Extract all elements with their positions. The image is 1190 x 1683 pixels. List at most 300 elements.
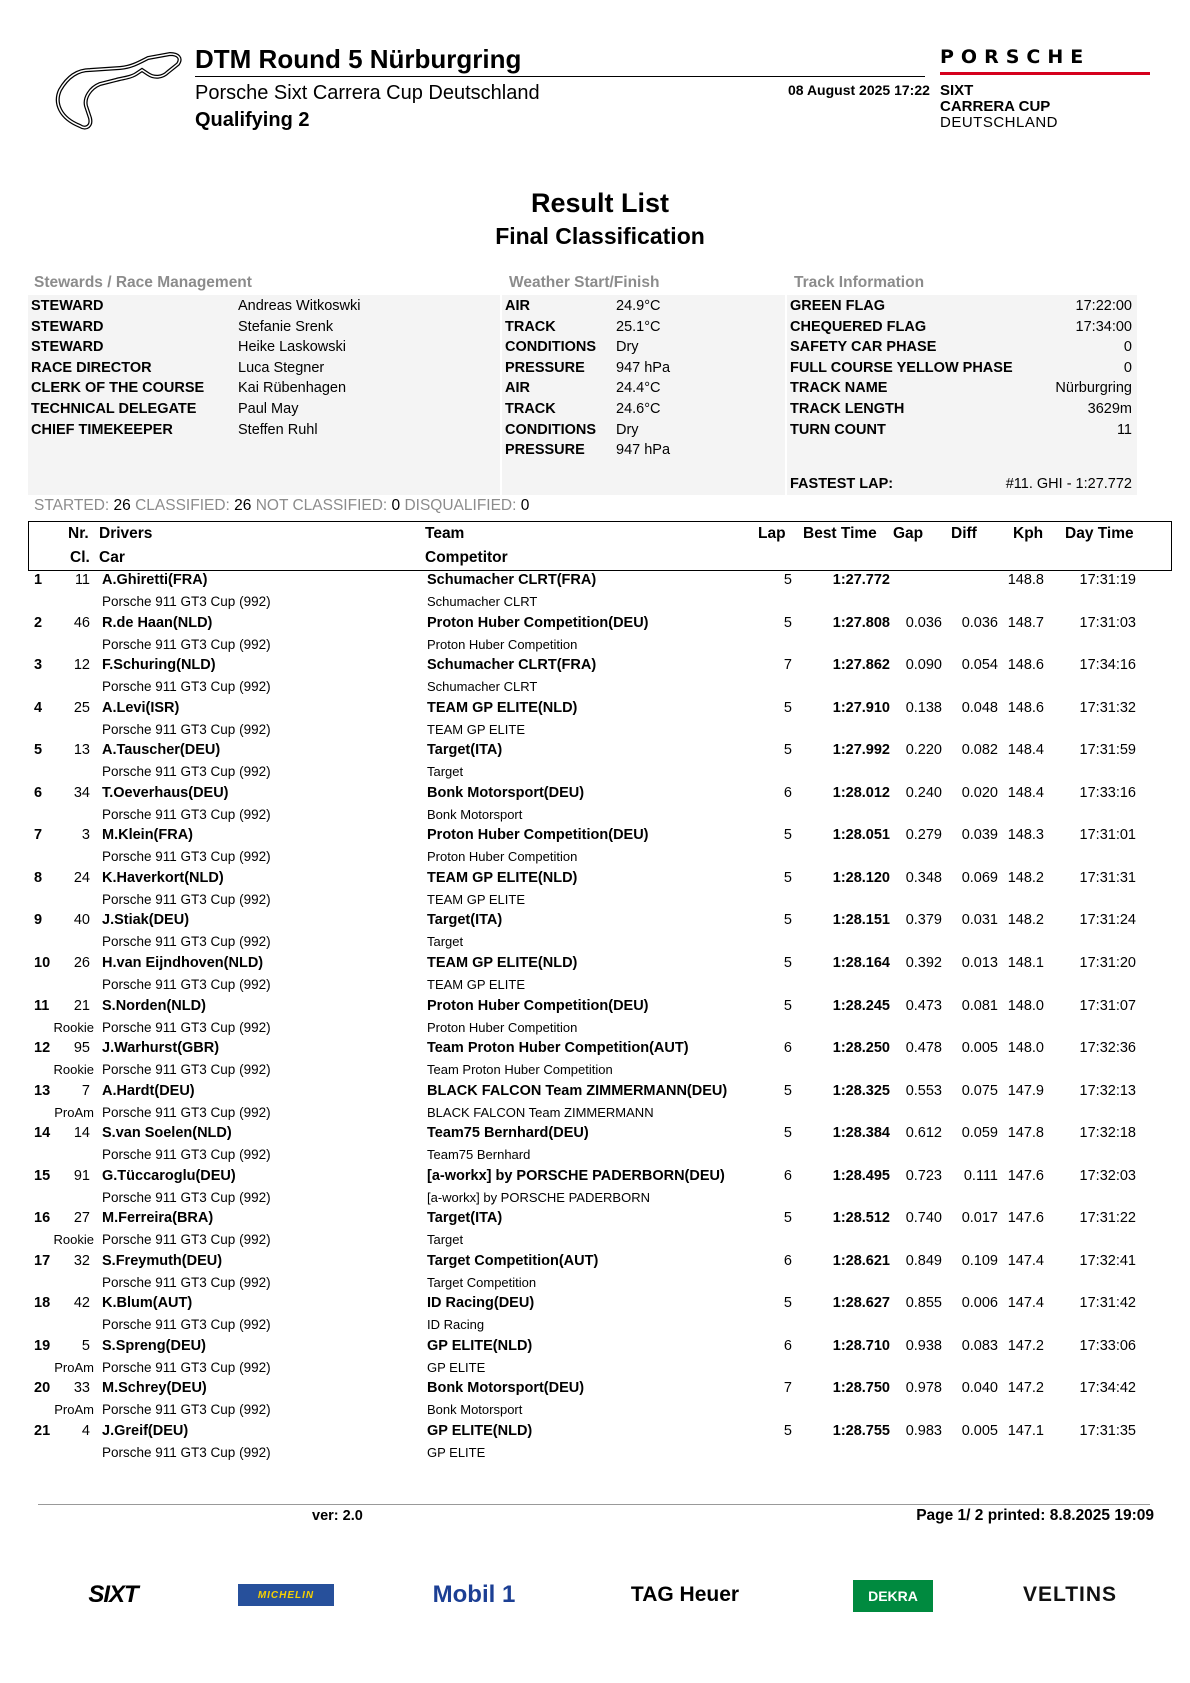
diff-value: 0.048 — [961, 699, 998, 716]
driver-name: T.Oeverhaus(DEU) — [102, 784, 229, 801]
session-date: 08 August 2025 17:22 — [788, 82, 930, 98]
series-name: Porsche Sixt Carrera Cup Deutschland — [195, 82, 540, 104]
gap-value: 0.938 — [905, 1337, 942, 1354]
competitor-name: TEAM GP ELITE — [427, 721, 526, 737]
car-model: Porsche 911 GT3 Cup (992) — [102, 1147, 271, 1163]
results-table-header — [28, 521, 1172, 571]
position: 9 — [34, 912, 43, 929]
gap-value: 0.723 — [905, 1167, 942, 1184]
result-row — [0, 1083, 1190, 1126]
class-label: Rookie — [53, 1019, 94, 1035]
weather-value: 24.9°C — [616, 298, 661, 314]
day-time: 17:31:01 — [1079, 827, 1136, 844]
track-label: TURN COUNT — [790, 421, 886, 438]
driver-name: M.Schrey(DEU) — [102, 1380, 207, 1397]
diff-value: 0.005 — [961, 1040, 998, 1057]
steward-row — [31, 419, 491, 441]
track-label: CHEQUERED FLAG — [790, 318, 927, 335]
steward-name: Luca Stegner — [238, 359, 325, 376]
gap-value: 0.036 — [905, 614, 942, 631]
competitor-name: Target — [427, 934, 464, 950]
team-name: Target(ITA) — [427, 1210, 503, 1227]
result-row — [0, 1168, 1190, 1211]
driver-name: A.Tauscher(DEU) — [102, 742, 221, 759]
car-number: 34 — [73, 784, 90, 801]
best-time: 1:28.245 — [832, 997, 890, 1014]
result-row — [0, 998, 1190, 1041]
best-time: 1:28.384 — [832, 1125, 890, 1142]
speed-kph: 148.8 — [1007, 572, 1044, 588]
result-row — [0, 700, 1190, 743]
car-model: Porsche 911 GT3 Cup (992) — [102, 679, 271, 695]
brand-line-1: SIXT — [940, 82, 974, 99]
gap-value: 0.379 — [905, 912, 942, 929]
speed-kph: 148.7 — [1007, 614, 1044, 631]
driver-name: R.de Haan(NLD) — [102, 614, 213, 631]
michelin-logo: MICHELIN — [238, 1584, 334, 1606]
speed-kph: 148.3 — [1007, 827, 1044, 844]
result-row — [0, 1380, 1190, 1423]
porsche-wordmark: PORSCHE — [940, 46, 1091, 68]
weather-row — [505, 398, 775, 420]
driver-name: M.Ferreira(BRA) — [102, 1210, 214, 1227]
driver-name: H.van Eijndhoven(NLD) — [102, 954, 264, 971]
result-row — [0, 827, 1190, 870]
car-model: Porsche 911 GT3 Cup (992) — [102, 594, 271, 609]
speed-kph: 148.6 — [1007, 657, 1044, 674]
diff-value: 0.017 — [961, 1210, 998, 1227]
track-map-logo — [50, 48, 185, 130]
car-number: 7 — [81, 1082, 90, 1099]
diff-value: 0.082 — [961, 742, 998, 759]
lap-count: 5 — [783, 572, 792, 588]
speed-kph: 148.6 — [1007, 699, 1044, 716]
disqualified-label: DISQUALIFIED: — [404, 497, 517, 514]
track-row — [790, 377, 1132, 399]
competitor-name: Team75 Bernhard — [427, 1147, 531, 1163]
competitor-name: Target — [427, 764, 464, 780]
track-value: 17:22:00 — [1075, 298, 1132, 314]
weather-row — [505, 377, 775, 399]
competitor-name: Schumacher CLRT — [427, 594, 538, 609]
weather-value: 947 hPa — [616, 359, 671, 376]
header-diff: Diff — [951, 525, 977, 542]
position: 12 — [34, 1040, 51, 1057]
lap-count: 6 — [783, 784, 792, 801]
result-row — [0, 742, 1190, 785]
car-model: Porsche 911 GT3 Cup (992) — [102, 1104, 271, 1120]
car-number: 21 — [73, 997, 90, 1014]
track-row — [790, 316, 1132, 338]
steward-row — [31, 295, 491, 317]
car-model: Porsche 911 GT3 Cup (992) — [102, 1062, 271, 1078]
brand-accent-bar — [940, 72, 1150, 75]
speed-kph: 147.9 — [1007, 1082, 1044, 1099]
competitor-name: Proton Huber Competition — [427, 849, 578, 865]
diff-value: 0.083 — [961, 1337, 998, 1354]
track-label: SAFETY CAR PHASE — [790, 339, 937, 356]
weather-label: CONDITIONS — [505, 339, 597, 356]
car-number: 26 — [73, 954, 90, 971]
position: 4 — [34, 699, 43, 716]
lap-count: 7 — [783, 657, 792, 674]
diff-value: 0.075 — [961, 1082, 998, 1099]
team-name: Proton Huber Competition(DEU) — [427, 614, 649, 631]
diff-value: 0.081 — [961, 997, 998, 1014]
classification-stats — [34, 497, 529, 515]
best-time: 1:27.862 — [832, 657, 890, 674]
track-value: 3629m — [1087, 401, 1132, 417]
speed-kph: 148.4 — [1007, 742, 1044, 759]
header-kph: Kph — [1013, 525, 1044, 542]
position: 8 — [34, 869, 43, 886]
track-row — [790, 398, 1132, 420]
not-classified-label: NOT CLASSIFIED: — [255, 497, 388, 514]
lap-count: 5 — [783, 1295, 792, 1312]
header-team: Team — [425, 525, 465, 542]
diff-value: 0.036 — [961, 614, 998, 631]
track-label: FULL COURSE YELLOW PHASE — [790, 359, 1013, 376]
header-gap: Gap — [893, 525, 924, 542]
steward-row — [31, 377, 491, 399]
diff-value: 0.040 — [961, 1380, 998, 1397]
gap-value: 0.983 — [905, 1423, 942, 1439]
driver-name: M.Klein(FRA) — [102, 827, 194, 844]
sixt-logo: SIXT — [88, 1581, 138, 1608]
fastest-lap-value: #11. GHI - 1:27.772 — [1005, 476, 1132, 492]
lap-count: 5 — [783, 1082, 792, 1099]
diff-value: 0.031 — [961, 912, 998, 929]
team-name: BLACK FALCON Team ZIMMERMANN(DEU) — [427, 1082, 728, 1099]
weather-value: Dry — [616, 421, 639, 438]
position: 2 — [34, 614, 43, 631]
speed-kph: 147.4 — [1007, 1252, 1044, 1269]
car-model: Porsche 911 GT3 Cup (992) — [102, 1232, 271, 1248]
best-time: 1:28.755 — [832, 1423, 890, 1439]
driver-name: J.Warhurst(GBR) — [102, 1040, 220, 1057]
car-model: Porsche 911 GT3 Cup (992) — [102, 1274, 271, 1290]
day-time: 17:31:20 — [1079, 954, 1136, 971]
steward-name: Heike Laskowski — [238, 339, 346, 356]
weather-row — [505, 439, 775, 461]
day-time: 17:32:13 — [1079, 1082, 1136, 1099]
weather-label: CONDITIONS — [505, 421, 597, 438]
car-number: 33 — [73, 1380, 90, 1397]
weather-row — [505, 336, 775, 358]
team-name: Team Proton Huber Competition(AUT) — [427, 1040, 689, 1057]
position: 1 — [34, 572, 43, 588]
day-time: 17:31:07 — [1079, 997, 1136, 1014]
car-number: 27 — [73, 1210, 90, 1227]
steward-name: Stefanie Srenk — [238, 318, 334, 335]
track-value: 17:34:00 — [1075, 318, 1132, 335]
day-time: 17:31:19 — [1079, 572, 1136, 588]
car-model: Porsche 911 GT3 Cup (992) — [102, 636, 271, 652]
competitor-name: Proton Huber Competition — [427, 1019, 578, 1035]
weather-label: AIR — [505, 298, 530, 314]
car-model: Porsche 911 GT3 Cup (992) — [102, 764, 271, 780]
track-label: TRACK LENGTH — [790, 401, 905, 417]
header-divider — [195, 76, 925, 77]
driver-name: K.Blum(AUT) — [102, 1295, 193, 1312]
gap-value: 0.553 — [905, 1082, 942, 1099]
classified-count: 26 — [234, 497, 252, 514]
diff-value: 0.013 — [961, 954, 998, 971]
driver-name: S.Freymuth(DEU) — [102, 1252, 223, 1269]
lap-count: 5 — [783, 699, 792, 716]
weather-heading: Weather Start/Finish — [509, 274, 660, 291]
best-time: 1:28.250 — [832, 1040, 890, 1057]
day-time: 17:31:31 — [1079, 869, 1136, 886]
speed-kph: 148.2 — [1007, 912, 1044, 929]
competitor-name: TEAM GP ELITE — [427, 976, 526, 992]
weather-value: Dry — [616, 339, 639, 356]
gap-value: 0.473 — [905, 997, 942, 1014]
best-time: 1:28.325 — [832, 1082, 890, 1099]
car-model: Porsche 911 GT3 Cup (992) — [102, 1445, 271, 1460]
best-time: 1:27.992 — [832, 742, 890, 759]
day-time: 17:32:36 — [1079, 1040, 1136, 1057]
car-model: Porsche 911 GT3 Cup (992) — [102, 1402, 271, 1418]
diff-value: 0.039 — [961, 827, 998, 844]
speed-kph: 147.6 — [1007, 1167, 1044, 1184]
car-model: Porsche 911 GT3 Cup (992) — [102, 806, 271, 822]
driver-name: G.Tüccaroglu(DEU) — [102, 1167, 236, 1184]
fastest-lap-label: FASTEST LAP: — [790, 476, 894, 492]
best-time: 1:28.051 — [832, 827, 890, 844]
dekra-logo: DEKRA — [853, 1580, 933, 1612]
position: 6 — [34, 784, 43, 801]
day-time: 17:31:22 — [1079, 1210, 1136, 1227]
best-time: 1:28.627 — [832, 1295, 890, 1312]
day-time: 17:31:03 — [1079, 614, 1136, 631]
team-name: Schumacher CLRT(FRA) — [427, 572, 597, 588]
gap-value: 0.348 — [905, 869, 942, 886]
competitor-name: GP ELITE — [427, 1445, 486, 1460]
result-row — [0, 1040, 1190, 1083]
weather-value: 25.1°C — [616, 318, 661, 335]
position: 10 — [34, 954, 51, 971]
result-row — [0, 572, 1190, 615]
steward-row — [31, 336, 491, 358]
best-time: 1:28.164 — [832, 954, 890, 971]
lap-count: 6 — [783, 1337, 792, 1354]
car-model: Porsche 911 GT3 Cup (992) — [102, 1359, 271, 1375]
steward-name: Andreas Witkoswki — [238, 298, 361, 314]
header-nr: Nr. — [68, 525, 89, 542]
mobil1-logo: Mobil 1 — [432, 1581, 516, 1608]
team-name: Schumacher CLRT(FRA) — [427, 657, 597, 674]
speed-kph: 148.4 — [1007, 784, 1044, 801]
driver-name: J.Stiak(DEU) — [102, 912, 190, 929]
lap-count: 5 — [783, 1125, 792, 1142]
best-time: 1:27.772 — [832, 572, 890, 588]
steward-role: CHIEF TIMEKEEPER — [31, 421, 173, 438]
speed-kph: 147.2 — [1007, 1380, 1044, 1397]
car-model: Porsche 911 GT3 Cup (992) — [102, 849, 271, 865]
steward-role: STEWARD — [31, 318, 104, 335]
result-row — [0, 1295, 1190, 1338]
diff-value: 0.069 — [961, 869, 998, 886]
position: 5 — [34, 742, 43, 759]
result-row — [0, 1423, 1190, 1466]
lap-count: 5 — [783, 1210, 792, 1227]
result-row — [0, 1338, 1190, 1381]
position: 17 — [34, 1252, 51, 1269]
team-name: TEAM GP ELITE(NLD) — [427, 954, 578, 971]
weather-value: 24.4°C — [616, 380, 661, 397]
car-number: 11 — [74, 572, 90, 588]
car-model: Porsche 911 GT3 Cup (992) — [102, 891, 271, 907]
competitor-name: Target Competition — [427, 1274, 537, 1290]
lap-count: 6 — [783, 1252, 792, 1269]
day-time: 17:33:16 — [1079, 784, 1136, 801]
best-time: 1:28.120 — [832, 869, 890, 886]
driver-name: S.Spreng(DEU) — [102, 1337, 206, 1354]
weather-label: TRACK — [505, 318, 556, 335]
class-label: Rookie — [53, 1062, 94, 1078]
best-time: 1:27.808 — [832, 614, 890, 631]
diff-value: 0.054 — [961, 657, 998, 674]
car-number: 32 — [73, 1252, 90, 1269]
track-label: GREEN FLAG — [790, 298, 886, 314]
team-name: Target(ITA) — [427, 742, 503, 759]
track-value: 11 — [1116, 421, 1132, 438]
class-label: Rookie — [53, 1232, 94, 1248]
gap-value: 0.978 — [905, 1380, 942, 1397]
result-row — [0, 1253, 1190, 1296]
gap-value: 0.612 — [905, 1125, 942, 1142]
position: 18 — [34, 1295, 51, 1312]
driver-name: S.van Soelen(NLD) — [102, 1125, 232, 1142]
gap-value: 0.392 — [905, 954, 942, 971]
weather-label: AIR — [505, 380, 530, 397]
footer-divider — [38, 1504, 1150, 1505]
result-row — [0, 912, 1190, 955]
header-best-time: Best Time — [803, 525, 877, 542]
lap-count: 5 — [783, 742, 792, 759]
speed-kph: 147.6 — [1007, 1210, 1044, 1227]
team-name: TEAM GP ELITE(NLD) — [427, 869, 578, 886]
best-time: 1:27.910 — [832, 699, 890, 716]
car-model: Porsche 911 GT3 Cup (992) — [102, 1019, 271, 1035]
speed-kph: 148.0 — [1007, 997, 1044, 1014]
car-model: Porsche 911 GT3 Cup (992) — [102, 721, 271, 737]
track-row — [790, 357, 1132, 379]
car-number: 13 — [73, 742, 90, 759]
speed-kph: 147.4 — [1007, 1295, 1044, 1312]
not-classified-count: 0 — [391, 497, 401, 514]
car-number: 40 — [73, 912, 90, 929]
steward-role: STEWARD — [31, 298, 104, 314]
competitor-name: BLACK FALCON Team ZIMMERMANN — [427, 1104, 654, 1120]
position: 21 — [34, 1423, 51, 1439]
day-time: 17:34:16 — [1079, 657, 1136, 674]
brand-line-3: DEUTSCHLAND — [940, 114, 1059, 131]
speed-kph: 148.1 — [1007, 954, 1044, 971]
team-name: [a-workx] by PORSCHE PADERBORN(DEU) — [427, 1167, 725, 1184]
steward-role: CLERK OF THE COURSE — [31, 380, 205, 397]
best-time: 1:28.012 — [832, 784, 890, 801]
position: 19 — [34, 1337, 51, 1354]
driver-name: F.Schuring(NLD) — [102, 657, 216, 674]
car-number: 12 — [73, 657, 90, 674]
header-car: Car — [99, 549, 125, 566]
driver-name: A.Ghiretti(FRA) — [102, 572, 208, 588]
day-time: 17:32:41 — [1079, 1252, 1136, 1269]
lap-count: 5 — [783, 614, 792, 631]
day-time: 17:34:42 — [1079, 1380, 1136, 1397]
car-number: 25 — [73, 699, 90, 716]
result-row — [0, 1210, 1190, 1253]
day-time: 17:31:32 — [1079, 699, 1136, 716]
weather-label: TRACK — [505, 401, 556, 417]
car-number: 95 — [73, 1040, 90, 1057]
competitor-name: Schumacher CLRT — [427, 679, 538, 695]
started-label: STARTED: — [34, 497, 110, 514]
competitor-name: ID Racing — [427, 1317, 485, 1333]
lap-count: 5 — [783, 997, 792, 1014]
result-row — [0, 615, 1190, 658]
diff-value: 0.020 — [961, 784, 998, 801]
best-time: 1:28.495 — [832, 1167, 890, 1184]
porsche-carrera-cup-logo — [940, 46, 1155, 131]
day-time: 17:32:18 — [1079, 1125, 1136, 1142]
track-heading: Track Information — [794, 274, 925, 291]
track-value: 0 — [1123, 359, 1132, 376]
position: 15 — [34, 1167, 51, 1184]
team-name: ID Racing(DEU) — [427, 1295, 535, 1312]
lap-count: 5 — [783, 912, 792, 929]
weather-row — [505, 316, 775, 338]
speed-kph: 147.1 — [1007, 1423, 1044, 1439]
car-number: 3 — [81, 827, 90, 844]
team-name: Bonk Motorsport(DEU) — [427, 784, 585, 801]
weather-row — [505, 357, 775, 379]
lap-count: 5 — [783, 1423, 792, 1439]
day-time: 17:31:35 — [1079, 1423, 1136, 1439]
steward-name: Steffen Ruhl — [238, 421, 318, 438]
header-day-time: Day Time — [1065, 525, 1134, 542]
page-info: Page 1/ 2 printed: 8.8.2025 19:09 — [916, 1507, 1154, 1524]
car-number: 24 — [73, 869, 90, 886]
gap-value: 0.478 — [905, 1040, 942, 1057]
classified-label: CLASSIFIED: — [135, 497, 230, 514]
header-lap: Lap — [758, 525, 786, 542]
disqualified-count: 0 — [520, 497, 530, 514]
car-model: Porsche 911 GT3 Cup (992) — [102, 1189, 271, 1205]
best-time: 1:28.512 — [832, 1210, 890, 1227]
class-label: ProAm — [54, 1104, 94, 1120]
day-time: 17:32:03 — [1079, 1167, 1136, 1184]
lap-count: 5 — [783, 869, 792, 886]
weather-row — [505, 419, 775, 441]
started-count: 26 — [113, 497, 131, 514]
steward-row — [31, 398, 491, 420]
diff-value: 0.109 — [961, 1252, 998, 1269]
car-number: 46 — [73, 614, 90, 631]
track-label: TRACK NAME — [790, 380, 888, 397]
driver-name: A.Hardt(DEU) — [102, 1082, 195, 1099]
track-value: 0 — [1123, 339, 1132, 356]
competitor-name: Bonk Motorsport — [427, 1402, 523, 1418]
result-row — [0, 870, 1190, 913]
result-row — [0, 1125, 1190, 1168]
competitor-name: Team Proton Huber Competition — [427, 1062, 613, 1078]
position: 20 — [34, 1380, 51, 1397]
gap-value: 0.740 — [905, 1210, 942, 1227]
weather-row — [505, 295, 775, 317]
